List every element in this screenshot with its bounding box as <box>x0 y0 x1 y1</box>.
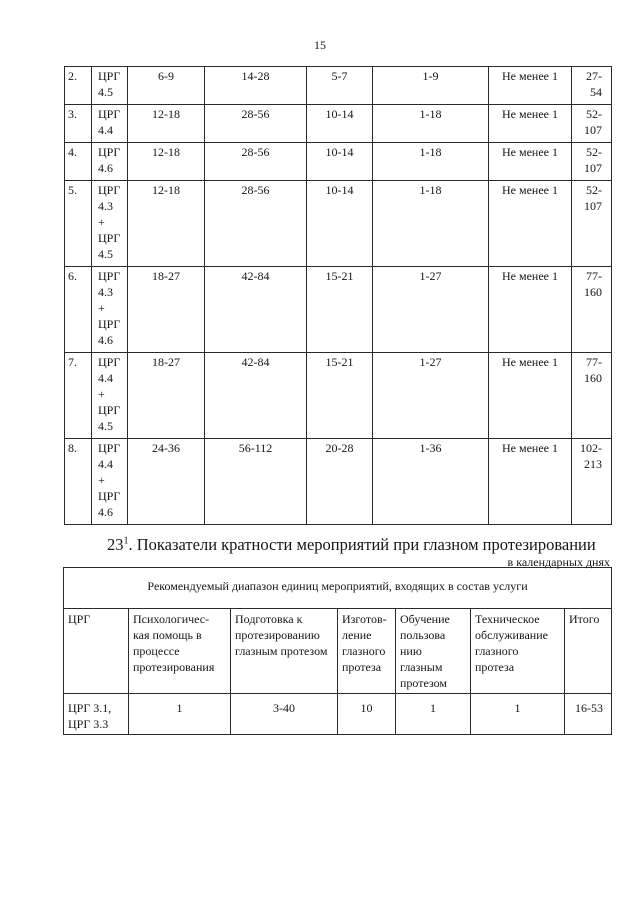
cell-value: 15-21 <box>307 267 373 353</box>
table-row <box>65 105 612 143</box>
cell-line: 52- <box>586 107 602 121</box>
cell-line: 4.6 <box>98 333 113 347</box>
cell-line: 77- <box>586 269 602 283</box>
cell-line: 4.6 <box>98 161 113 175</box>
cell-value: 14-28 <box>205 67 307 105</box>
table-bottom-header-row <box>64 609 612 694</box>
cell-line: ЦРГ 3.1, <box>68 701 112 715</box>
cell-num: 3. <box>65 105 92 143</box>
cell-line: Техническое <box>475 612 540 626</box>
cell-value: Не менее 1 <box>489 353 572 439</box>
cell-crg <box>64 694 129 735</box>
cell-line: + <box>98 473 105 487</box>
cell-value: Не менее 1 <box>489 267 572 353</box>
cell-line: Обучение <box>400 612 450 626</box>
cell-line: ЦРГ <box>98 403 121 417</box>
cell-line: ЦРГ <box>98 183 121 197</box>
cell-value: 12-18 <box>128 105 205 143</box>
cell-line: 107 <box>584 199 602 213</box>
cell-value: 10-14 <box>307 181 373 267</box>
cell-value: Не менее 1 <box>489 143 572 181</box>
cell-value: 56-112 <box>205 439 307 525</box>
cell-group <box>92 181 128 267</box>
cell-line: ЦРГ <box>98 107 121 121</box>
cell-line: протеза <box>475 660 515 674</box>
cell-total <box>572 267 612 353</box>
cell-value: Не менее 1 <box>489 105 572 143</box>
cell-group <box>92 267 128 353</box>
cell-group <box>92 67 128 105</box>
cell-prep: 3-40 <box>231 694 338 735</box>
units-note: в календарных днях <box>507 555 610 569</box>
section-number: 23 <box>107 535 124 554</box>
table-row <box>65 353 612 439</box>
table-row <box>65 181 612 267</box>
cell-line: 77- <box>586 355 602 369</box>
header-prep <box>231 609 338 694</box>
cell-total <box>572 353 612 439</box>
cell-value: 1-18 <box>373 181 489 267</box>
cell-line: 4.4 <box>98 457 113 471</box>
cell-total <box>572 181 612 267</box>
cell-line: + <box>98 301 105 315</box>
cell-value: Не менее 1 <box>489 439 572 525</box>
cell-total: 16-53 <box>565 694 612 735</box>
cell-line: глазного <box>342 644 386 658</box>
cell-line: Психологичес- <box>133 612 210 626</box>
cell-line: ЦРГ 3.3 <box>68 717 109 731</box>
cell-line: ЦРГ <box>98 269 121 283</box>
cell-value: Не менее 1 <box>489 181 572 267</box>
cell-line: 4.5 <box>98 247 113 261</box>
cell-line: ЦРГ <box>98 441 121 455</box>
cell-value: 10-14 <box>307 143 373 181</box>
section-title-text: . Показатели кратности мероприятий при глазном протезировании <box>128 535 596 554</box>
cell-value: 1-18 <box>373 143 489 181</box>
cell-group <box>92 105 128 143</box>
table-bottom-span-header-row <box>64 568 612 609</box>
cell-group <box>92 143 128 181</box>
cell-line: 4.4 <box>98 371 113 385</box>
cell-line: глазного <box>475 644 519 658</box>
cell-line: 160 <box>584 285 602 299</box>
cell-line: 52- <box>586 145 602 159</box>
header-psych <box>129 609 231 694</box>
cell-value: 6-9 <box>128 67 205 105</box>
header-make <box>338 609 396 694</box>
cell-num: 2. <box>65 67 92 105</box>
cell-line: 4.6 <box>98 505 113 519</box>
cell-line: 52- <box>586 183 602 197</box>
cell-line: протезирования <box>133 660 215 674</box>
cell-value: 28-56 <box>205 143 307 181</box>
cell-line: протезированию <box>235 628 320 642</box>
cell-value: 1-18 <box>373 105 489 143</box>
cell-line: 102- <box>580 441 602 455</box>
cell-value: 12-18 <box>128 181 205 267</box>
cell-value: 18-27 <box>128 353 205 439</box>
cell-line: пользова <box>400 628 446 642</box>
cell-line: протеза <box>342 660 382 674</box>
cell-value: 15-21 <box>307 353 373 439</box>
cell-value: 42-84 <box>205 267 307 353</box>
cell-value: 1-27 <box>373 353 489 439</box>
cell-total <box>572 105 612 143</box>
cell-line: нию <box>400 644 422 658</box>
cell-value: 18-27 <box>128 267 205 353</box>
cell-value: Не менее 1 <box>489 67 572 105</box>
cell-line: Подготовка к <box>235 612 303 626</box>
cell-value: 1-9 <box>373 67 489 105</box>
cell-line: глазным <box>400 660 443 674</box>
table-row <box>64 694 612 735</box>
cell-value: 20-28 <box>307 439 373 525</box>
cell-group <box>92 353 128 439</box>
cell-line: 160 <box>584 371 602 385</box>
cell-line: ление <box>342 628 372 642</box>
table-top-body <box>65 67 612 525</box>
header-service <box>471 609 565 694</box>
table-row <box>65 439 612 525</box>
section-title <box>107 535 596 555</box>
cell-line: 4.5 <box>98 85 113 99</box>
table-row <box>65 267 612 353</box>
table-row <box>65 67 612 105</box>
cell-value: 28-56 <box>205 105 307 143</box>
cell-line: протезом <box>400 676 448 690</box>
cell-total <box>572 143 612 181</box>
cell-value: 1-27 <box>373 267 489 353</box>
cell-num: 4. <box>65 143 92 181</box>
cell-line: ЦРГ <box>98 317 121 331</box>
cell-line: 4.3 <box>98 285 113 299</box>
cell-line: + <box>98 387 105 401</box>
span-header: Рекомендуемый диапазон единиц мероприятий, входящих в состав услуги <box>64 568 612 609</box>
cell-value: 10-14 <box>307 105 373 143</box>
cell-make: 10 <box>338 694 396 735</box>
header-total: Итого <box>565 609 612 694</box>
cell-line: + <box>98 215 105 229</box>
cell-num: 7. <box>65 353 92 439</box>
table-top <box>64 66 612 525</box>
cell-psych: 1 <box>129 694 231 735</box>
cell-line: 107 <box>584 123 602 137</box>
section-superscript: 1 <box>123 535 129 547</box>
cell-value: 5-7 <box>307 67 373 105</box>
cell-train: 1 <box>396 694 471 735</box>
cell-line: 4.3 <box>98 199 113 213</box>
cell-value: 12-18 <box>128 143 205 181</box>
cell-line: глазным протезом <box>235 644 328 658</box>
cell-service: 1 <box>471 694 565 735</box>
cell-num: 8. <box>65 439 92 525</box>
cell-line: ЦРГ <box>98 145 121 159</box>
cell-num: 5. <box>65 181 92 267</box>
table-bottom <box>63 567 612 735</box>
cell-total <box>572 67 612 105</box>
cell-value: 42-84 <box>205 353 307 439</box>
cell-line: ЦРГ <box>98 489 121 503</box>
cell-line: 4.5 <box>98 419 113 433</box>
cell-group <box>92 439 128 525</box>
table-row <box>65 143 612 181</box>
cell-line: ЦРГ <box>98 69 121 83</box>
cell-line: ЦРГ <box>98 355 121 369</box>
cell-line: 213 <box>584 457 602 471</box>
cell-line: Изготов- <box>342 612 387 626</box>
cell-value: 24-36 <box>128 439 205 525</box>
header-train <box>396 609 471 694</box>
cell-line: 107 <box>584 161 602 175</box>
cell-value: 28-56 <box>205 181 307 267</box>
cell-line: обслуживание <box>475 628 548 642</box>
cell-value: 1-36 <box>373 439 489 525</box>
header-crg: ЦРГ <box>64 609 129 694</box>
cell-line: 27-54 <box>586 69 602 99</box>
cell-num: 6. <box>65 267 92 353</box>
cell-line: кая помощь в <box>133 628 202 642</box>
cell-line: ЦРГ <box>98 231 121 245</box>
page-number: 15 <box>314 38 326 52</box>
cell-line: 4.4 <box>98 123 113 137</box>
cell-line: процессе <box>133 644 180 658</box>
cell-total <box>572 439 612 525</box>
